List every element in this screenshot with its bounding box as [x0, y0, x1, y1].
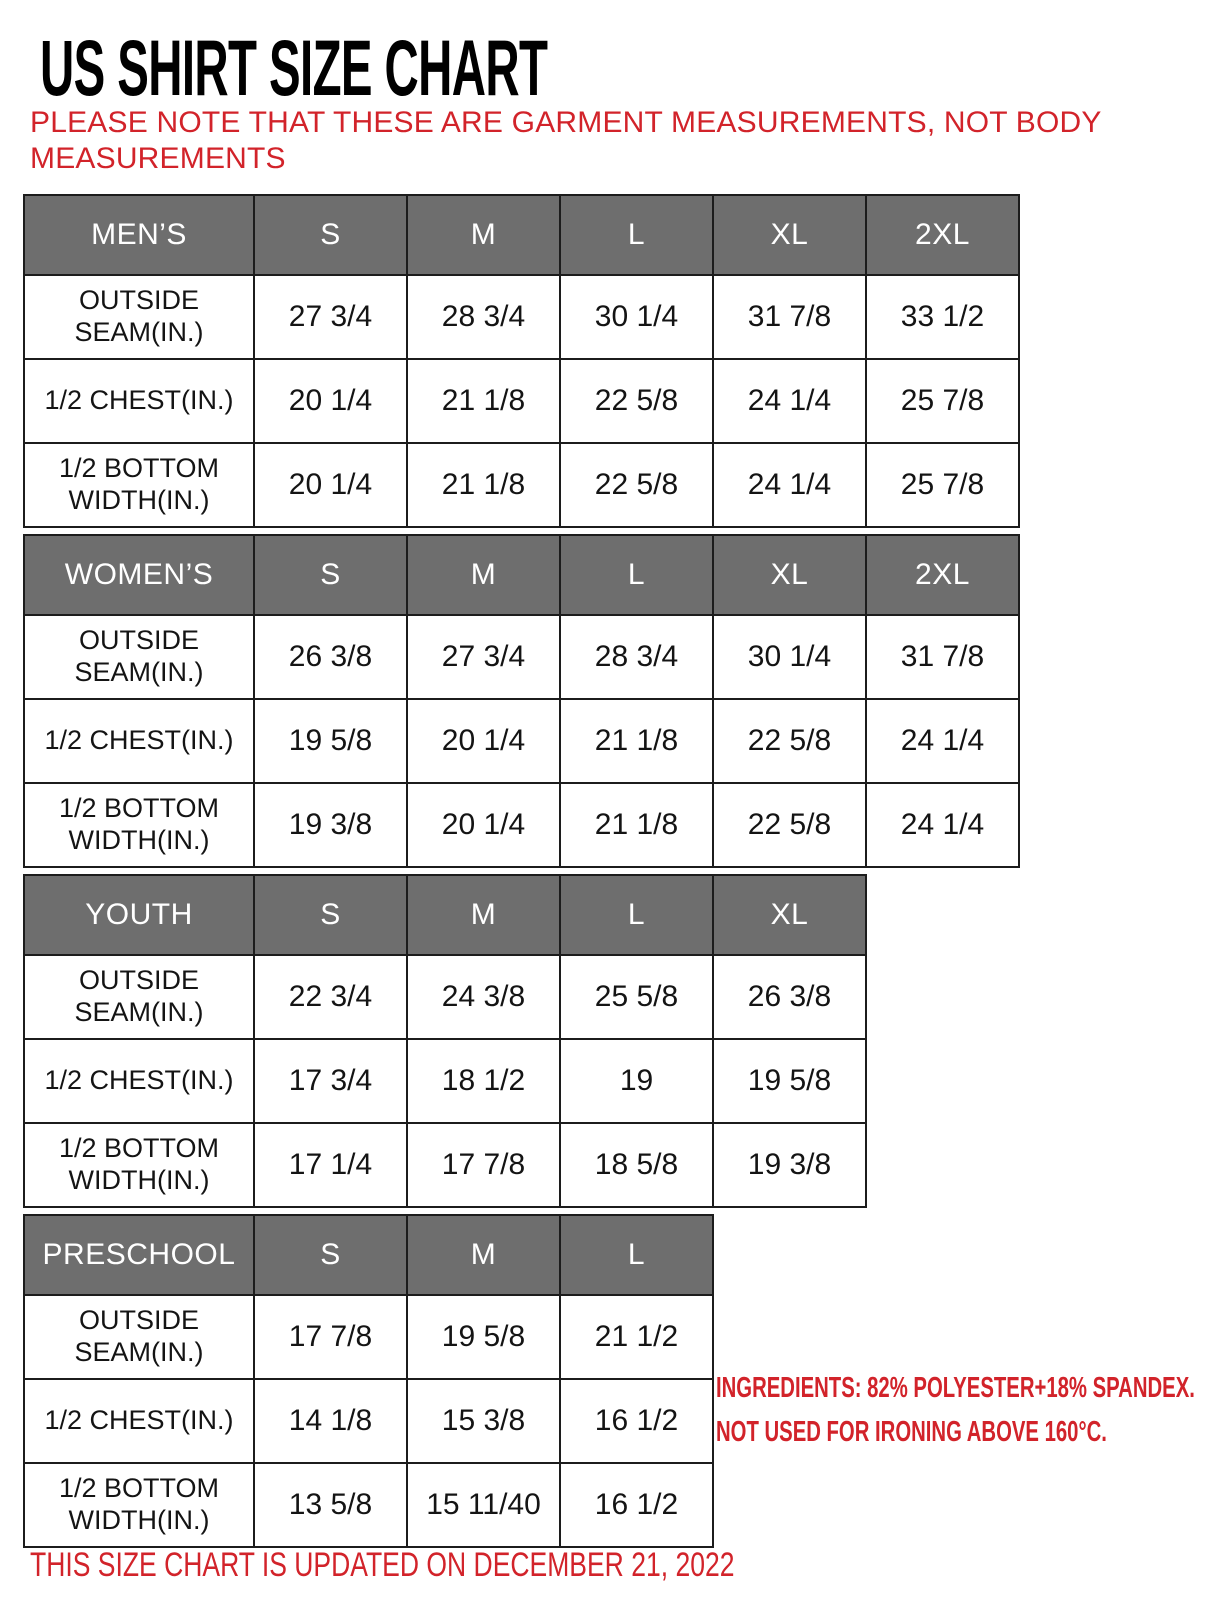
value-cell: 20 1/4: [254, 443, 407, 527]
row-label-cell: 1/2 BOTTOM WIDTH(IN.): [24, 783, 254, 867]
mens-measure-row: [24, 275, 1019, 359]
row-label-cell: OUTSIDE SEAM(IN.): [24, 275, 254, 359]
womens-measure-row: [24, 699, 1019, 783]
youth-measure-row: [24, 1039, 866, 1123]
value-cell: 26 3/8: [713, 955, 866, 1039]
row-label-cell: OUTSIDE SEAM(IN.): [24, 955, 254, 1039]
mens-size-header-cell: XL: [713, 195, 866, 275]
value-cell: 26 3/8: [254, 615, 407, 699]
value-cell: 24 1/4: [866, 783, 1019, 867]
value-cell: 20 1/4: [407, 783, 560, 867]
preschool-size-header-cell: L: [560, 1215, 713, 1295]
value-cell: 22 5/8: [713, 783, 866, 867]
womens-measure-row: [24, 615, 1019, 699]
ingredients-line-1: INGREDIENTS: 82% POLYESTER+18% SPANDEX.: [716, 1372, 1195, 1404]
value-cell: 13 5/8: [254, 1463, 407, 1547]
preschool-size-header-cell: S: [254, 1215, 407, 1295]
youth-size-header-cell: XL: [713, 875, 866, 955]
womens-size-table: [23, 534, 1020, 868]
value-cell: 17 7/8: [254, 1295, 407, 1379]
mens-size-header-cell: L: [560, 195, 713, 275]
value-cell: 21 1/8: [560, 783, 713, 867]
row-label-cell: 1/2 CHEST(IN.): [24, 699, 254, 783]
row-label-cell: OUTSIDE SEAM(IN.): [24, 615, 254, 699]
value-cell: 19 3/8: [713, 1123, 866, 1207]
preschool-measure-row: [24, 1379, 713, 1463]
value-cell: 16 1/2: [560, 1463, 713, 1547]
page-title: US SHIRT SIZE CHART: [40, 23, 548, 112]
mens-size-header-cell: M: [407, 195, 560, 275]
mens-measure-row: [24, 359, 1019, 443]
value-cell: 22 5/8: [560, 359, 713, 443]
row-label-cell: OUTSIDE SEAM(IN.): [24, 1295, 254, 1379]
value-cell: 27 3/4: [254, 275, 407, 359]
row-label-cell: 1/2 CHEST(IN.): [24, 1039, 254, 1123]
value-cell: 14 1/8: [254, 1379, 407, 1463]
value-cell: 20 1/4: [407, 699, 560, 783]
row-label-cell: 1/2 BOTTOM WIDTH(IN.): [24, 443, 254, 527]
preschool-header-row: [24, 1215, 713, 1295]
value-cell: 24 3/8: [407, 955, 560, 1039]
value-cell: 28 3/4: [407, 275, 560, 359]
value-cell: 20 1/4: [254, 359, 407, 443]
womens-size-header-cell: XL: [713, 535, 866, 615]
row-label-cell: 1/2 CHEST(IN.): [24, 359, 254, 443]
row-label-cell: 1/2 CHEST(IN.): [24, 1379, 254, 1463]
preschool-measure-row: [24, 1295, 713, 1379]
youth-size-header-cell: S: [254, 875, 407, 955]
mens-measure-row: [24, 443, 1019, 527]
preschool-measure-row: [24, 1463, 713, 1547]
value-cell: 19 5/8: [254, 699, 407, 783]
value-cell: 21 1/2: [560, 1295, 713, 1379]
garment-note-line-2: MEASUREMENTS: [30, 142, 286, 175]
garment-note-line-1: PLEASE NOTE THAT THESE ARE GARMENT MEASUREMENTS, NOT BODY: [30, 106, 1102, 139]
youth-measure-row: [24, 1123, 866, 1207]
womens-size-header-cell: M: [407, 535, 560, 615]
garment-note: [30, 105, 1102, 177]
preschool-size-table: [23, 1214, 714, 1548]
value-cell: 19: [560, 1039, 713, 1123]
value-cell: 28 3/4: [560, 615, 713, 699]
value-cell: 15 11/40: [407, 1463, 560, 1547]
value-cell: 19 5/8: [407, 1295, 560, 1379]
preschool-group-header-cell: PRESCHOOL: [24, 1215, 254, 1295]
value-cell: 30 1/4: [713, 615, 866, 699]
womens-measure-row: [24, 783, 1019, 867]
value-cell: 17 1/4: [254, 1123, 407, 1207]
value-cell: 21 1/8: [407, 359, 560, 443]
value-cell: 24 1/4: [713, 359, 866, 443]
mens-size-header-cell: S: [254, 195, 407, 275]
value-cell: 18 5/8: [560, 1123, 713, 1207]
ingredients-note: [716, 1374, 1195, 1462]
mens-size-header-cell: 2XL: [866, 195, 1019, 275]
value-cell: 15 3/8: [407, 1379, 560, 1463]
row-label-cell: 1/2 BOTTOM WIDTH(IN.): [24, 1463, 254, 1547]
value-cell: 17 3/4: [254, 1039, 407, 1123]
value-cell: 16 1/2: [560, 1379, 713, 1463]
row-label-cell: 1/2 BOTTOM WIDTH(IN.): [24, 1123, 254, 1207]
value-cell: 33 1/2: [866, 275, 1019, 359]
value-cell: 30 1/4: [560, 275, 713, 359]
youth-group-header-cell: YOUTH: [24, 875, 254, 955]
womens-header-row: [24, 535, 1019, 615]
update-footer: THIS SIZE CHART IS UPDATED ON DECEMBER 21, 2022: [30, 1546, 735, 1584]
value-cell: 19 3/8: [254, 783, 407, 867]
value-cell: 31 7/8: [866, 615, 1019, 699]
value-cell: 31 7/8: [713, 275, 866, 359]
womens-size-header-cell: 2XL: [866, 535, 1019, 615]
value-cell: 24 1/4: [866, 699, 1019, 783]
youth-measure-row: [24, 955, 866, 1039]
womens-size-header-cell: S: [254, 535, 407, 615]
value-cell: 19 5/8: [713, 1039, 866, 1123]
value-cell: 22 5/8: [713, 699, 866, 783]
value-cell: 21 1/8: [560, 699, 713, 783]
value-cell: 21 1/8: [407, 443, 560, 527]
value-cell: 22 3/4: [254, 955, 407, 1039]
value-cell: 27 3/4: [407, 615, 560, 699]
youth-size-header-cell: L: [560, 875, 713, 955]
value-cell: 25 7/8: [866, 359, 1019, 443]
mens-size-table: [23, 194, 1020, 528]
value-cell: 24 1/4: [713, 443, 866, 527]
value-cell: 17 7/8: [407, 1123, 560, 1207]
mens-header-row: [24, 195, 1019, 275]
youth-header-row: [24, 875, 866, 955]
youth-size-header-cell: M: [407, 875, 560, 955]
preschool-size-header-cell: M: [407, 1215, 560, 1295]
value-cell: 18 1/2: [407, 1039, 560, 1123]
value-cell: 25 5/8: [560, 955, 713, 1039]
youth-size-table: [23, 874, 867, 1208]
value-cell: 25 7/8: [866, 443, 1019, 527]
womens-group-header-cell: WOMEN’S: [24, 535, 254, 615]
ingredients-line-2: NOT USED FOR IRONING ABOVE 160°C.: [716, 1416, 1107, 1448]
womens-size-header-cell: L: [560, 535, 713, 615]
mens-group-header-cell: MEN’S: [24, 195, 254, 275]
value-cell: 22 5/8: [560, 443, 713, 527]
tables-root: [23, 194, 1020, 1554]
